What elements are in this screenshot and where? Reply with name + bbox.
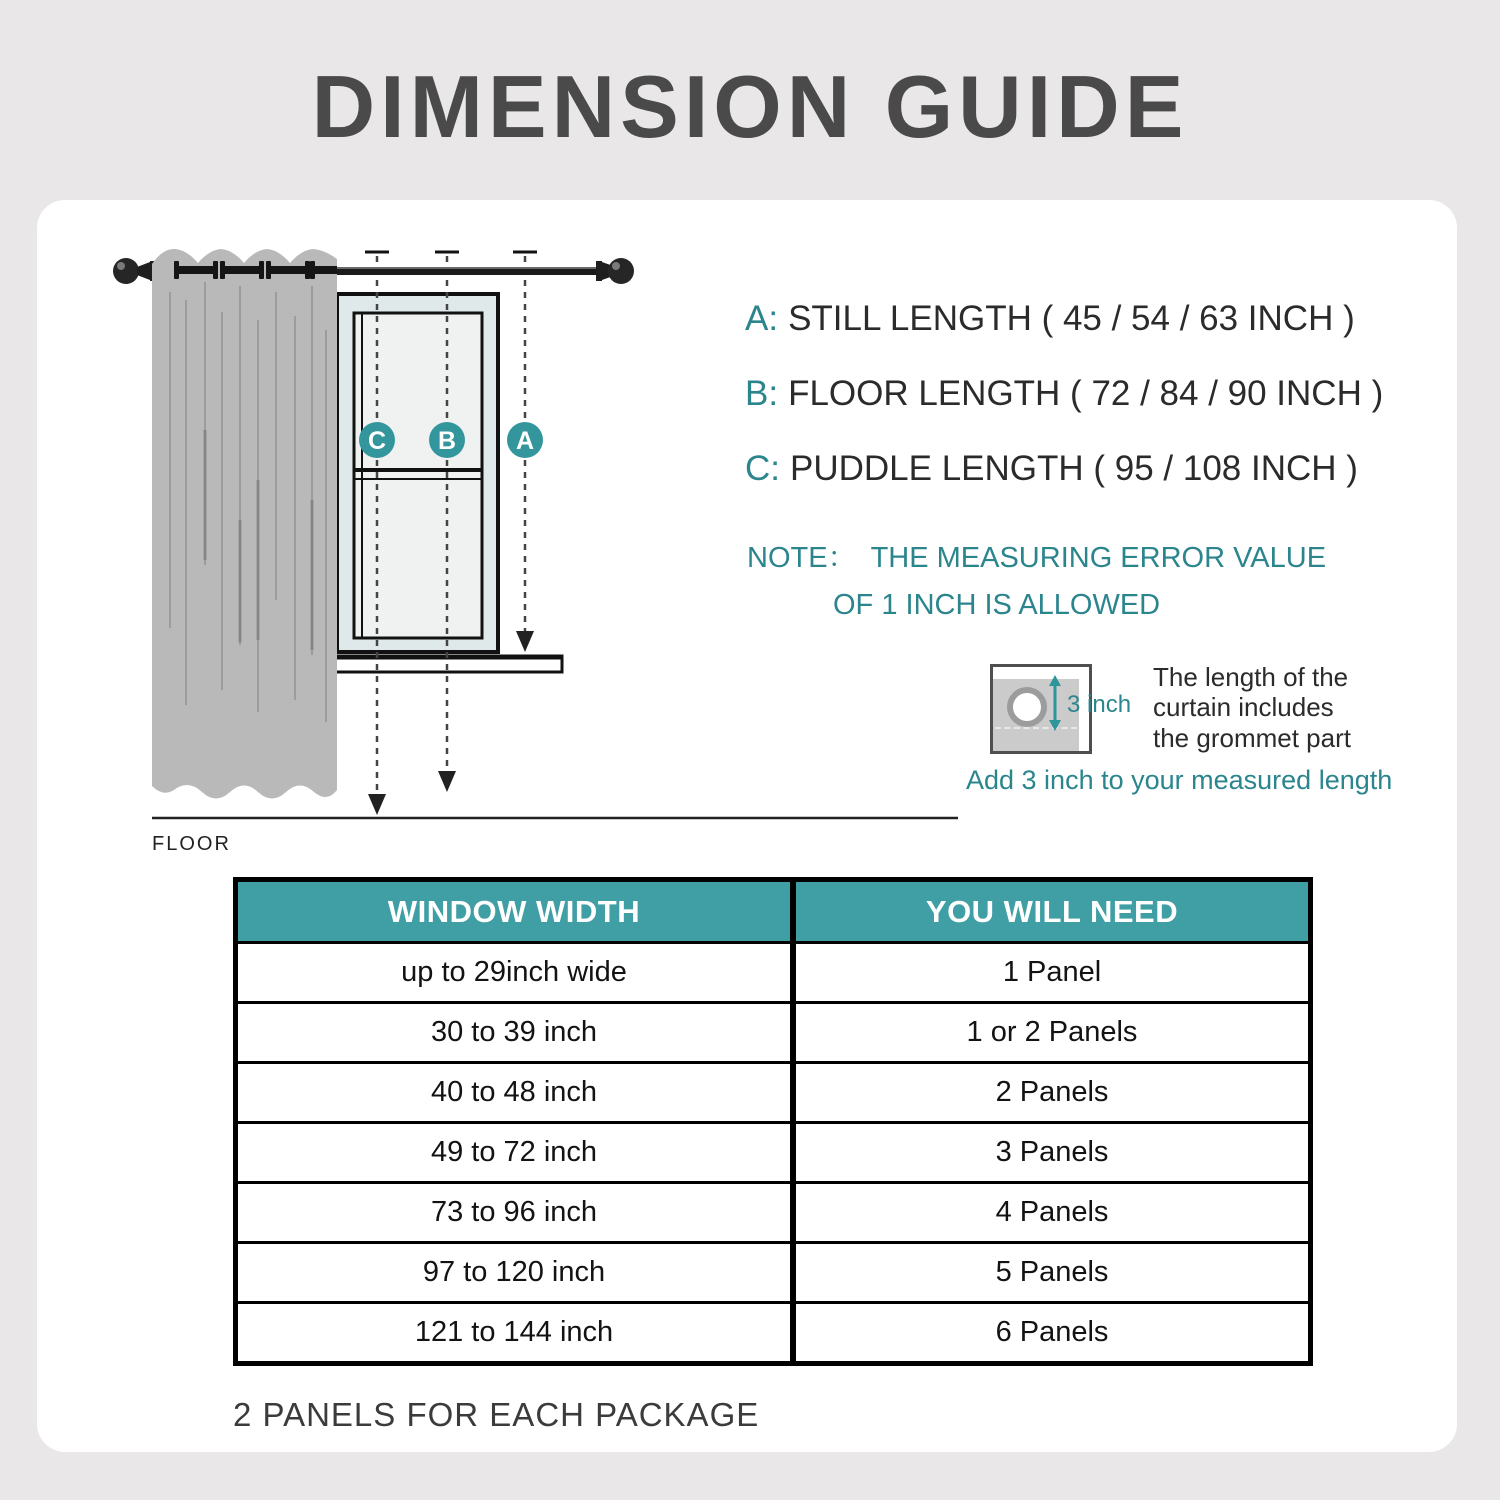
spec-still-length (745, 299, 1355, 339)
cell-window-width: 121 to 144 inch (236, 1303, 794, 1364)
cell-panels-needed: 3 Panels (793, 1123, 1311, 1183)
rod-finial-right-shine (612, 262, 620, 270)
rod-finial-left (113, 258, 139, 284)
grommet-diagram (990, 664, 1132, 754)
rod-finial-left-shine (117, 262, 125, 270)
package-note: 2 PANELS FOR EACH PACKAGE (233, 1396, 760, 1433)
grommet-measure-label: 3 inch (1067, 691, 1132, 718)
col-header-window-width: WINDOW WIDTH (236, 880, 794, 943)
curtain-panel (152, 249, 337, 799)
table-row (236, 1303, 1311, 1364)
measure-badge-b-label: B (437, 427, 457, 455)
note-line-2: OF 1 INCH IS ALLOWED (833, 589, 1161, 621)
panel-requirement-table (233, 877, 1313, 1366)
measure-badge-a-label: A (515, 427, 535, 455)
table-row (236, 1243, 1311, 1303)
rod-collar-right (596, 261, 602, 281)
spec-b-text: FLOOR LENGTH ( 72 / 84 / 90 INCH ) (788, 374, 1384, 413)
measure-arrow-b (438, 771, 456, 792)
note-label: NOTE： (747, 542, 857, 574)
grommet-tip: Add 3 inch to your measured length (966, 765, 1393, 795)
cell-panels-needed: 2 Panels (793, 1063, 1311, 1123)
note-text-1: THE MEASURING ERROR VALUE (870, 542, 1327, 574)
table-row (236, 1003, 1311, 1063)
spec-b-letter: B: (745, 374, 779, 413)
floor-label: FLOOR (152, 833, 231, 855)
cell-panels-needed: 1 Panel (793, 943, 1311, 1003)
table-row (236, 1183, 1311, 1243)
measure-badge-c-label: C (367, 427, 387, 455)
grommet-stitch-line (995, 727, 1077, 729)
table-row (236, 943, 1311, 1003)
spec-a-letter: A: (745, 299, 779, 338)
cell-window-width: 30 to 39 inch (236, 1003, 794, 1063)
rod-finial-right (608, 258, 634, 284)
cell-panels-needed: 6 Panels (793, 1303, 1311, 1364)
table-row (236, 1123, 1311, 1183)
spec-a-text: STILL LENGTH ( 45 / 54 / 63 INCH ) (788, 299, 1355, 338)
grommet-measure-arrow-icon (1047, 675, 1063, 731)
cell-panels-needed: 5 Panels (793, 1243, 1311, 1303)
measure-arrow-c (368, 794, 386, 815)
cell-window-width: 40 to 48 inch (236, 1063, 794, 1123)
table-row (236, 1063, 1311, 1123)
page-title: DIMENSION GUIDE (311, 57, 1189, 156)
cell-panels-needed: 4 Panels (793, 1183, 1311, 1243)
cell-window-width: 73 to 96 inch (236, 1183, 794, 1243)
grommet-ring-icon (1007, 687, 1047, 727)
note-line-1 (747, 535, 1326, 576)
measure-arrow-a (516, 631, 534, 652)
spec-floor-length (745, 374, 1383, 414)
col-header-you-will-need: YOU WILL NEED (793, 880, 1311, 943)
rod-finial-left-neck (137, 262, 150, 280)
spec-puddle-length (745, 449, 1358, 489)
grommet-description: The length of the curtain includes the grommet part (1153, 662, 1351, 753)
cell-window-width: 49 to 72 inch (236, 1123, 794, 1183)
spec-c-letter: C: (745, 449, 780, 488)
spec-c-text: PUDDLE LENGTH ( 95 / 108 INCH ) (790, 449, 1358, 488)
window-inner-sash (354, 313, 482, 638)
measuring-note (747, 535, 1326, 622)
cell-window-width: up to 29inch wide (236, 943, 794, 1003)
cell-window-width: 97 to 120 inch (236, 1243, 794, 1303)
table-header-row (236, 880, 1311, 943)
cell-panels-needed: 1 or 2 Panels (793, 1003, 1311, 1063)
